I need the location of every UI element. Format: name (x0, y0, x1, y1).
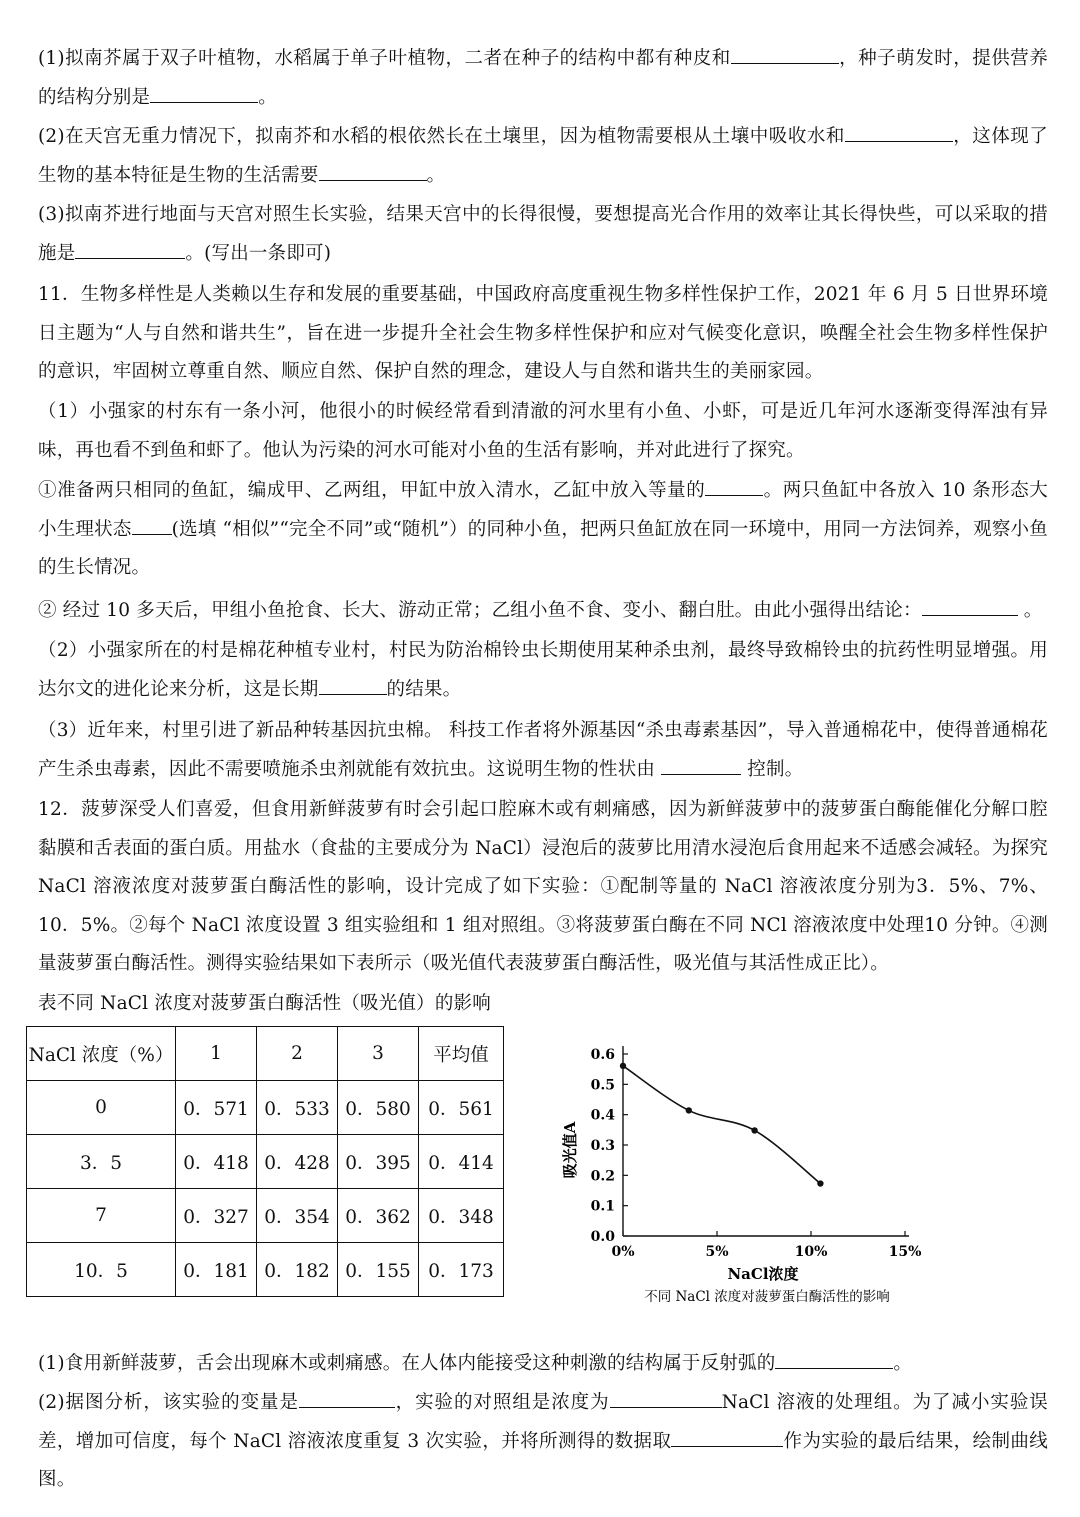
chart-y-tick-label: 0.1 (590, 1198, 615, 1215)
answer-blank[interactable] (671, 1426, 783, 1446)
table-row (27, 1189, 504, 1243)
chart-series-line (623, 1066, 820, 1184)
answer-blank[interactable] (299, 1388, 395, 1408)
q10-part1: (1)拟南芥属于双子叶植物，水稻属于单子叶植物，二者在种子的结构中都有种皮和 ，种子萌发时，提供营养的结构分别是 。 (38, 40, 1048, 117)
chart-x-tick-label: 0% (611, 1244, 635, 1260)
answer-blank[interactable] (610, 1388, 722, 1408)
table-row (27, 1243, 504, 1297)
chart-x-tick-label: 10% (794, 1244, 828, 1260)
answer-blank[interactable] (132, 514, 172, 534)
table-cell: 0．155 (338, 1243, 419, 1297)
answer-blank[interactable] (922, 596, 1018, 616)
chart-y-tick-label: 0.2 (590, 1168, 615, 1185)
table-row (27, 1081, 504, 1135)
table-cell: 0．414 (419, 1135, 504, 1189)
table-cell: 0．362 (338, 1189, 419, 1243)
table-title: 表不同 NaCl 浓度对菠萝蛋白酶活性（吸光值）的影响 (38, 993, 491, 1014)
table-cell: 0．182 (257, 1243, 338, 1297)
q12-part1: (1)食用新鲜菠萝，舌会出现麻木或刺痛感。在人体内能接受这种刺激的结构属于反射弧的 。 (38, 1345, 1048, 1384)
q11-intro: 11．生物多样性是人类赖以生存和发展的重要基础，中国政府高度重视生物多样性保护工作，2021 年 6 月 5 日世界环境日主题为“人与自然和谐共生”，旨在进一步提升全社会生物多样性保护和应对气候变化意识，唤醒全社会生物多样性保护的意识，牢固树立尊重自然、顺应自然、保护自然的理念，建设人与自然和谐共生的美丽家园。 (38, 284, 1048, 382)
chart-x-tick-label: 5% (705, 1244, 729, 1260)
chart-x-tick-label: 15% (888, 1244, 922, 1260)
table-cell: 0．173 (419, 1243, 504, 1297)
chart-data-point (620, 1063, 626, 1069)
table-cell: 0．418 (176, 1135, 257, 1189)
table-cell: 0 (27, 1081, 176, 1135)
answer-blank[interactable] (705, 476, 763, 496)
table-header-cell: 2 (257, 1027, 338, 1081)
q12-intro: 12．菠萝深受人们喜爱，但食用新鲜菠萝有时会引起口腔麻木或有刺痛感，因为新鲜菠萝中的菠萝蛋白酶能催化分解口腔黏膜和舌表面的蛋白质。用盐水（食盐的主要成分为 NaCl）浸泡后的菠萝比用清水浸泡后食用起来不适感会减轻。为探究 NaCl 溶液浓度对菠萝蛋白酶活性的影响，设计完成了如下实验：①配制等量的 NaCl 溶液浓度分别为3．5%、7%、10．5%。②每个 NaCl 浓度设置 3 组实验组和 1 组对照组。③将菠萝蛋白酶在不同 NCl 溶液浓度中处理10 分钟。④测量菠萝蛋白酶活性。测得实验结果如下表所示（吸光值代表菠萝蛋白酶活性，吸光值与其活性成正比）。 (38, 799, 1048, 974)
q10-part3: (3)拟南芥进行地面与天宫对照生长实验，结果天宫中的长得很慢，要想提高光合作用的效率让其长得快些，可以采取的措施是 。(写出一条即可) (38, 204, 1048, 264)
q11-step2: ② 经过 10 多天后，甲组小鱼抢食、长大、游动正常；乙组小鱼不食、变小、翻白肚。由此小强得出结论： 。 (38, 592, 1048, 631)
chart-y-tick-label: 0.4 (590, 1107, 615, 1124)
q11-subq1: （1）小强家的村东有一条小河，他很小的时候经常看到清澈的河水里有小鱼、小虾，可是近几年河水逐渐变得浑浊有异味，再也看不到鱼和虾了。他认为污染的河水可能对小鱼的生活有影响，并对此进行了探究。 (38, 401, 1048, 461)
answer-blank[interactable] (731, 44, 839, 64)
chart-caption: 不同 NaCl 浓度对菠萝蛋白酶活性的影响 (644, 1289, 890, 1305)
table-cell: 0．327 (176, 1189, 257, 1243)
answer-blank[interactable] (845, 122, 953, 142)
table-cell: 3．5 (27, 1135, 176, 1189)
table-row (27, 1135, 504, 1189)
data-table (26, 1026, 504, 1297)
table-cell: 0．348 (419, 1189, 504, 1243)
chart-x-axis-label: NaCl浓度 (727, 1265, 799, 1283)
chart-data-point (817, 1180, 823, 1186)
table-cell: 0．181 (176, 1243, 257, 1297)
chart-data-point (751, 1127, 757, 1133)
table-cell: 0．395 (338, 1135, 419, 1189)
table-header-cell: 1 (176, 1027, 257, 1081)
table-cell: 10．5 (27, 1243, 176, 1297)
chart-y-tick-label: 0.0 (590, 1229, 615, 1245)
q11-subq2: （2）小强家所在的村是棉花种植专业村，村民为防治棉铃虫长期使用某种杀虫剂，最终导致棉铃虫的抗药性明显增强。用达尔文的进化论来分析，这是长期 的结果。 (38, 640, 1048, 700)
table-header-row (27, 1027, 504, 1081)
table-header-cell: NaCl 浓度（%） (27, 1027, 176, 1081)
q11-subq3: （3）近年来，村里引进了新品种转基因抗虫棉。 科技工作者将外源基因“杀虫毒素基因”，导入普通棉花中，使得普通棉花产生杀虫毒素，因此不需要喷施杀虫剂就能有效抗虫。这说明生物的性状由 控制。 (38, 720, 1048, 780)
table-header-cell: 平均值 (419, 1027, 504, 1081)
table-cell: 0．533 (257, 1081, 338, 1135)
answer-blank[interactable] (319, 160, 427, 180)
table-cell: 0．571 (176, 1081, 257, 1135)
absorbance-line-chart (545, 1028, 945, 1313)
table-cell: 0．354 (257, 1189, 338, 1243)
answer-blank[interactable] (319, 674, 387, 694)
q12-part2: (2)据图分析，该实验的变量是 ，实验的对照组是浓度为 NaCl 溶液的处理组。为了减小实验误差，增加可信度，每个 NaCl 溶液浓度重复 3 次实验，并将所测得的数据取 作为实验的最后结果，绘制曲线图。 (38, 1384, 1048, 1500)
answer-blank[interactable] (661, 754, 741, 774)
table-cell: 0．428 (257, 1135, 338, 1189)
table-cell: 0．561 (419, 1081, 504, 1135)
answer-blank[interactable] (775, 1349, 893, 1369)
chart-data-point (686, 1107, 692, 1113)
table-cell: 0．580 (338, 1081, 419, 1135)
table-cell: 7 (27, 1189, 176, 1243)
table-header-cell: 3 (338, 1027, 419, 1081)
answer-blank[interactable] (75, 238, 185, 258)
chart-y-tick-label: 0.5 (590, 1077, 615, 1094)
chart-y-tick-label: 0.3 (590, 1138, 615, 1154)
chart-y-axis-label: 吸光值A (561, 1121, 579, 1179)
q11-step1: ①准备两只相同的鱼缸，编成甲、乙两组，甲缸中放入清水，乙缸中放入等量的 。两只鱼缸中各放入 10 条形态大小生理状态 (选填 “相似”“完全不同”或“随机”）的同种小鱼，把两只鱼缸放在同一环境中，用同一方法饲养，观察小鱼的生长情况。 (38, 472, 1048, 588)
q10-part2: (2)在天宫无重力情况下，拟南芥和水稻的根依然长在土壤里，因为植物需要根从土壤中吸收水和 ，这体现了生物的基本特征是生物的生活需要 。 (38, 118, 1048, 195)
chart-marks (620, 1063, 824, 1187)
chart-y-tick-label: 0.6 (590, 1047, 615, 1063)
answer-blank[interactable] (150, 82, 258, 102)
